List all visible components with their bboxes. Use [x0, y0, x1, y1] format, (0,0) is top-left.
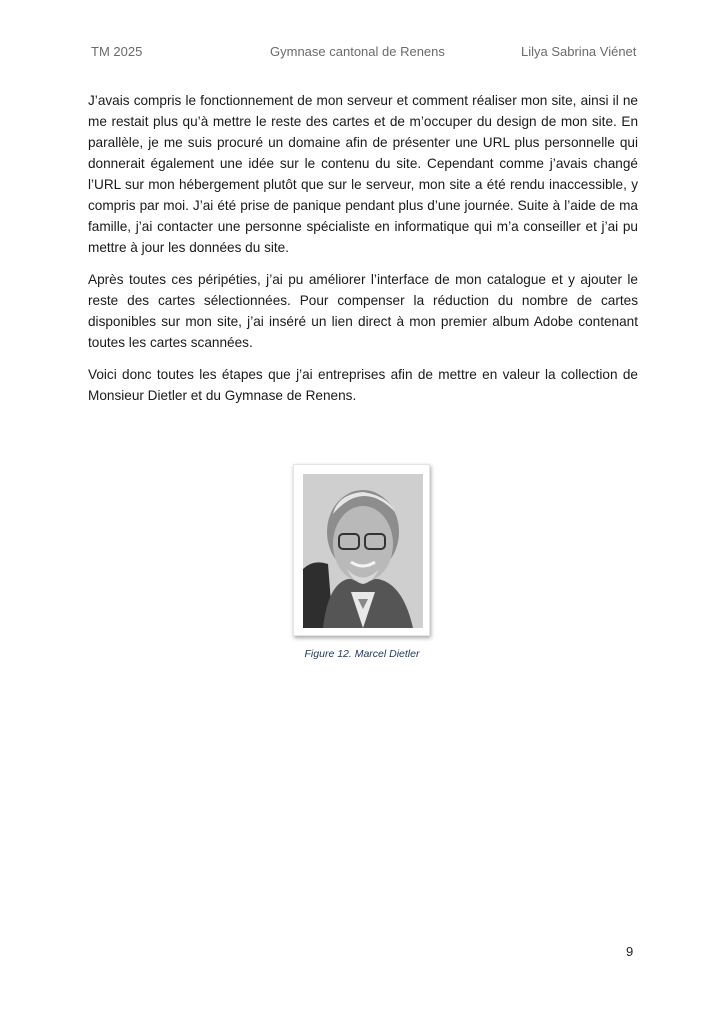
portrait-illustration: [303, 474, 423, 628]
header-left: TM 2025: [91, 44, 143, 59]
page-number: 9: [626, 944, 634, 959]
page-header: [0, 44, 724, 64]
paragraph-3: Voici donc toutes les étapes que j’ai entreprises afin de mettre en valeur la collection de Monsieur Dietler et du Gymnase de Renens.: [88, 367, 638, 403]
figure-frame: [293, 464, 430, 636]
paragraph-1: J’avais compris le fonctionnement de mon serveur et comment réaliser mon site, ainsi il ne me restait plus qu’à mettre le reste des cartes et de m’occuper du design de mon site. En parallèle, je me suis procuré un domaine afin de présenter une URL plus personnelle qui donnerait également une idée sur le contenu du site. Cependant comme j’avais changé l’URL sur mon hébergement plutôt que sur le serveur, mon site a été rendu inaccessible, y compris par moi. J’ai été prise de panique pendant plus d’une journée. Suite à l’aide de ma famille, j’ai contacter une personne spécialiste en informatique qui m’a conseiller et j’ai pu mettre à jour les données du site.: [88, 93, 638, 255]
paragraph-2: Après toutes ces péripéties, j’ai pu améliorer l’interface de mon catalogue et y ajouter le reste des cartes sélectionnées. Pour compenser la réduction du nombre de cartes disponibles sur mon site, j’ai inséré un lien direct à mon premier album Adobe contenant toutes les cartes scannées.: [88, 272, 638, 350]
portrait-photo: [303, 474, 423, 628]
header-center: Gymnase cantonal de Renens: [270, 44, 445, 59]
header-right: Lilya Sabrina Viénet: [521, 44, 637, 59]
body-text: [88, 90, 638, 417]
figure-caption: Figure 12. Marcel Dietler: [304, 648, 420, 660]
